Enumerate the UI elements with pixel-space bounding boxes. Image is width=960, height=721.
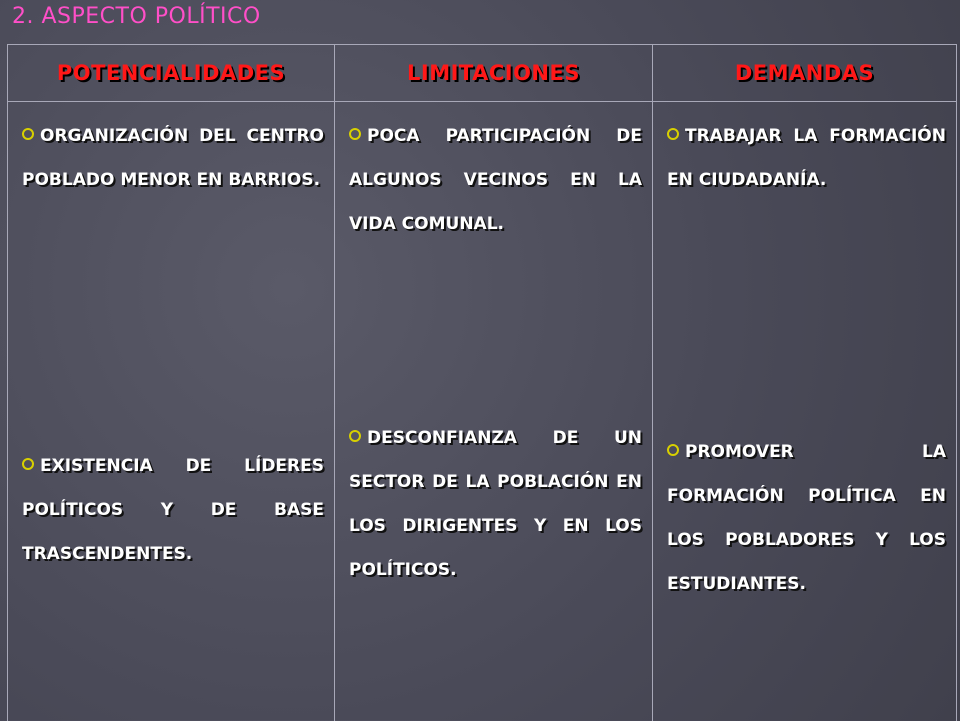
political-aspects-table — [7, 44, 957, 721]
list-item: DESCONFIANZA DE UN SECTOR DE LA POBLACIÓN EN LOS DIRIGENTES Y EN LOS POLÍTICOS. — [349, 428, 642, 580]
list-item: PROMOVER LA FORMACIÓN POLÍTICA EN LOS POBLADORES Y LOS ESTUDIANTES. — [667, 442, 946, 594]
list-item: EXISTENCIA DE LÍDERES POLÍTICOS Y DE BASE TRASCENDENTES. — [22, 456, 324, 564]
list-item: POCA PARTICIPACIÓN DE ALGUNOS VECINOS EN LA VIDA COMUNAL. — [349, 126, 642, 234]
column-demandas — [653, 102, 956, 721]
bullet-icon — [349, 430, 361, 442]
bullet-icon — [349, 128, 361, 140]
bullet-icon — [667, 444, 679, 456]
bullet-icon — [667, 128, 679, 140]
bullet-icon — [22, 458, 34, 470]
bullet-icon — [22, 128, 34, 140]
slide-title: 2. ASPECTO POLÍTICO — [12, 4, 261, 29]
header-demandas: DEMANDAS — [653, 45, 956, 102]
list-item: TRABAJAR LA FORMACIÓN EN CIUDADANÍA. — [667, 126, 946, 190]
header-potencialidades: POTENCIALIDADES — [8, 45, 335, 102]
header-limitaciones: LIMITACIONES — [335, 45, 653, 102]
list-item: ORGANIZACIÓN DEL CENTRO POBLADO MENOR EN BARRIOS. — [22, 126, 324, 190]
column-limitaciones — [335, 102, 653, 721]
column-potencialidades — [8, 102, 335, 721]
